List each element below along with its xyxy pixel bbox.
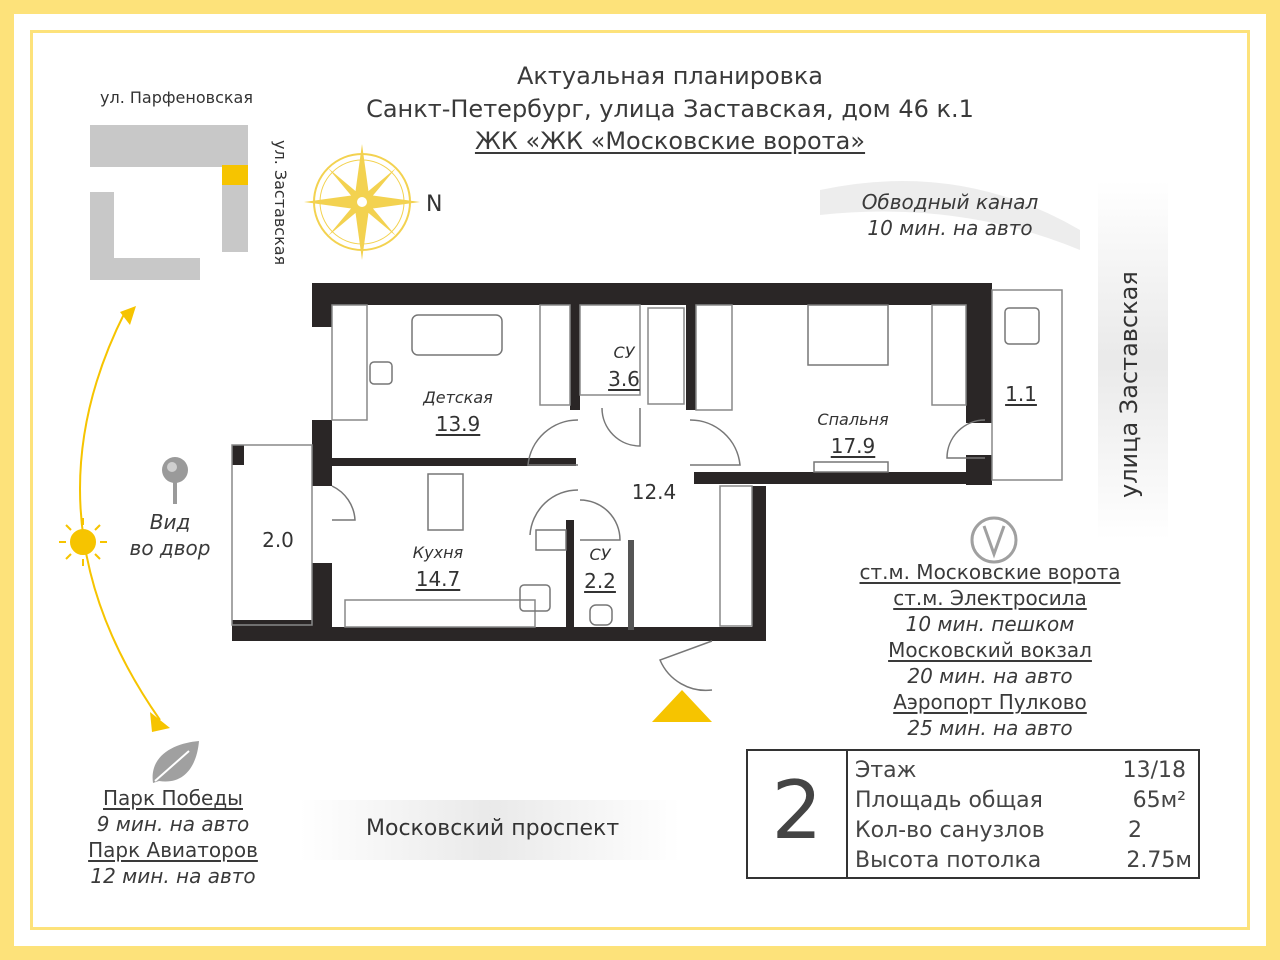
room-bedroom-area: 17.9 <box>830 434 876 458</box>
header-address: Санкт-Петербург, улица Заставская, дом 46 к.1 <box>366 95 974 123</box>
floor-value: 13/18 <box>1122 758 1186 783</box>
rooms-count: 2 <box>771 764 823 857</box>
view-line1: Вид <box>149 510 191 534</box>
metro-elektrosila-link[interactable]: ст.м. Электросила <box>893 586 1087 610</box>
room-bath2-area: 2.2 <box>584 569 616 593</box>
room-kitchen-area: 14.7 <box>415 567 461 591</box>
room-bath1-label: СУ <box>613 343 635 362</box>
height-value: 2.75м <box>1126 848 1192 873</box>
baths-value: 2 <box>1128 818 1142 843</box>
leaf-icon <box>153 741 199 783</box>
street-parfenovskaya: ул. Парфеновская <box>100 88 253 107</box>
header-title: Актуальная планировка <box>516 62 824 90</box>
height-label: Высота потолка <box>855 848 1042 873</box>
park-aviatorov-time: 12 мин. на авто <box>90 864 256 888</box>
canal-time: 10 мин. на авто <box>867 216 1033 240</box>
street-zastavskaya-small: ул. Заставская <box>271 140 290 266</box>
street-zastavskaya-big: улица Заставская <box>1115 271 1143 498</box>
canal-name: Обводный канал <box>861 190 1039 214</box>
sun-icon <box>59 518 107 566</box>
station-time: 20 мин. на авто <box>907 664 1073 688</box>
compass-north-label: N <box>426 192 443 217</box>
header-complex-link[interactable]: ЖК «ЖК «Московские ворота» <box>474 127 866 155</box>
compass-icon <box>304 144 420 260</box>
park-pobedy-time: 9 мин. на авто <box>96 812 250 836</box>
metro-moskovskie-vorota-link[interactable]: ст.м. Московские ворота <box>859 560 1121 584</box>
station-link[interactable]: Московский вокзал <box>888 638 1092 662</box>
room-balcony2-area: 2.0 <box>262 528 294 552</box>
street-moskovsky: Московский проспект <box>366 816 620 841</box>
floor-label: Этаж <box>855 758 917 783</box>
map-pin-icon <box>162 457 188 504</box>
baths-label: Кол-во санузлов <box>855 818 1045 843</box>
airport-time: 25 мин. на авто <box>907 716 1073 740</box>
metro-icon <box>972 518 1016 562</box>
park-pobedy-link[interactable]: Парк Победы <box>103 786 243 810</box>
metro-time: 10 мин. пешком <box>905 612 1075 636</box>
view-line2: во двор <box>129 536 211 560</box>
room-kitchen-label: Кухня <box>412 543 464 562</box>
info-divider <box>846 751 848 877</box>
location-map <box>90 125 248 280</box>
room-bath2-label: СУ <box>589 545 611 564</box>
room-bath1-area: 3.6 <box>608 367 640 391</box>
park-aviatorov-link[interactable]: Парк Авиаторов <box>88 838 258 862</box>
area-label: Площадь общая <box>855 788 1043 813</box>
room-kids-area: 13.9 <box>435 412 481 436</box>
room-hall-area: 12.4 <box>631 480 677 504</box>
area-value: 65м² <box>1132 788 1186 813</box>
room-kids-label: Детская <box>423 388 493 407</box>
room-balcony1-area: 1.1 <box>1005 382 1037 406</box>
airport-link[interactable]: Аэропорт Пулково <box>893 690 1087 714</box>
entrance-marker <box>652 690 712 722</box>
room-bedroom-label: Спальня <box>817 410 889 429</box>
